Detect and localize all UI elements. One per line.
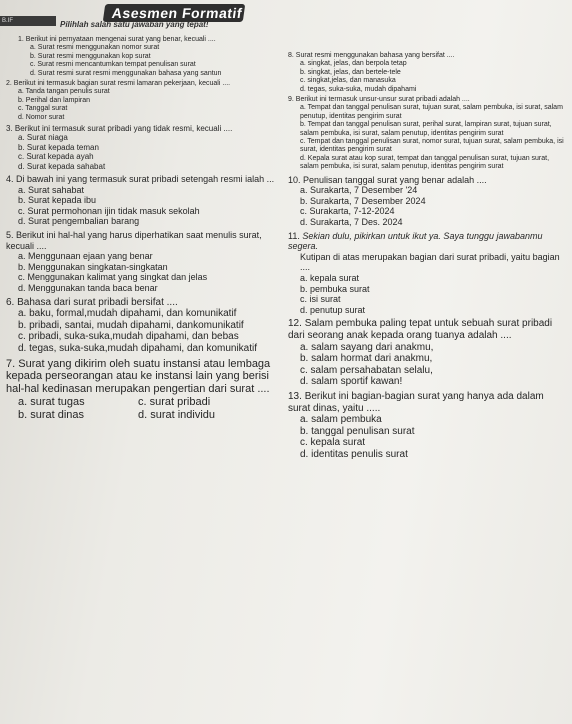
question-11 <box>288 231 568 316</box>
option-b: b. salam hormat dari anakmu, <box>300 353 433 365</box>
question-7 <box>6 358 282 422</box>
option-a: a. baku, formal,mudah dipahami, dan komunikatif <box>18 308 237 320</box>
question-1 <box>6 36 282 78</box>
question-text: 13. Berikut ini bagian-bagian surat yang hanya ada dalam surat dinas, yaitu ..... <box>288 390 544 414</box>
option-c: c. Surat kepada ayah <box>18 152 94 162</box>
question-text: 7. Surat yang dikirim oleh suatu instansi atau lembaga kepada perseorangan atau ke instansi lain yang berisi hal-hal kedinasan merupakan pengertian dari surat .... <box>6 357 271 396</box>
corner-label: B.IF <box>0 16 56 26</box>
question-text: 12. Salam pembuka paling tepat untuk sebuah surat pribadi dari seorang anak kepada orang tuanya adalah .... <box>288 318 553 341</box>
option-b: b. singkat, jelas, dan bertele-tele <box>300 68 401 76</box>
option-d: d. tegas, suka-suka, mudah dipahami <box>300 85 417 93</box>
option-d: d. Kepala surat atau kop surat, tempat dan tanggal penulisan surat, tujuan surat, salam pembuka, isi surat, salam penutup, identitas pengirim surat <box>300 154 550 171</box>
instruction-text: Pilihlah salah satu jawaban yang tepat! <box>60 20 209 29</box>
option-a: a. salam sayang dari anakmu, <box>300 341 434 353</box>
option-c: c. Menggunakan kalimat yang singkat dan jelas <box>18 272 208 283</box>
question-4 <box>6 174 282 227</box>
option-c: c. pribadi, suka-suka,mudah dipahami, dan bebas <box>18 331 239 343</box>
option-d: d. Surat kepada sahabat <box>18 161 106 171</box>
option-c: c. Surat permohonan ijin tidak masuk sekolah <box>18 205 200 216</box>
option-a: a. salam pembuka <box>300 414 382 426</box>
question-text: 4. Di bawah ini yang termasuk surat pribadi setengah resmi ialah ... <box>6 174 275 185</box>
option-c: c. Surakarta, 7-12-2024 <box>300 206 395 217</box>
option-b: b. Surakarta, 7 Desember 2024 <box>300 195 426 206</box>
question-10 <box>288 175 568 228</box>
option-a: a. Surakarta, 7 Desember '24 <box>300 185 418 196</box>
right-column <box>288 52 568 461</box>
option-c: c. singkat,jelas, dan manasuka <box>300 77 396 85</box>
question-text: 5. Berikut ini hal-hal yang harus diperhatikan saat menulis surat, kecuali .... <box>6 230 262 251</box>
option-a: a. Menggunaan ejaan yang benar <box>18 251 153 262</box>
question-2 <box>6 80 282 122</box>
option-d: d. Menggunakan tanda baca benar <box>18 283 158 294</box>
question-text: 3. Berikut ini termasuk surat pribadi yang tidak resmi, kecuali .... <box>6 124 233 134</box>
option-a: a. Tempat dan tanggal penulisan surat, tujuan surat, salam pembuka, isi surat, salam penutup, identitas pengirim surat <box>300 104 563 120</box>
question-subtext: Kutipan di atas merupakan bagian dari surat pribadi, yaitu bagian .... <box>300 251 560 273</box>
option-d: d. surat individu <box>138 408 216 421</box>
option-c: c. surat pribadi <box>138 395 211 408</box>
option-a: a. Surat sahabat <box>18 184 85 195</box>
option-d: d. Nomor surat <box>18 113 65 121</box>
option-c: c. salam persahabatan selalu, <box>300 364 433 376</box>
option-b: b. tanggal penulisan surat <box>300 425 415 437</box>
question-text: 9. Berikut ini termasuk unsur-unsur surat pribadi adalah .... <box>288 96 470 104</box>
option-d: d. Surakarta, 7 Des. 2024 <box>300 217 403 228</box>
options-row-2 <box>6 409 282 422</box>
option-c: c. Tanggal surat <box>18 105 68 113</box>
option-d: d. Surat pengembalian barang <box>18 216 140 227</box>
option-d: d. salam sportif kawan! <box>300 376 403 388</box>
option-c: c. isi surat <box>300 294 341 305</box>
option-d: d. tegas, suka-suka,mudah dipahami, dan komunikatif <box>18 343 258 354</box>
question-text: 10. Penulisan tanggal surat yang benar adalah .... <box>288 174 487 185</box>
question-text: 8. Surat resmi menggunakan bahasa yang bersifat .... <box>288 52 455 59</box>
question-text: 6. Bahasa dari surat pribadi bersifat .... <box>6 296 178 308</box>
question-text: 1. Berikut ini pernyataan mengenai surat yang benar, kecuali .... <box>18 36 216 43</box>
option-b: b. Surat kepada teman <box>18 142 99 152</box>
worksheet-header <box>0 0 572 40</box>
option-a: a. kepala surat <box>300 273 360 284</box>
page-title: Asesmen Formatif <box>103 4 246 22</box>
option-c: c. kepala surat <box>300 437 366 449</box>
option-b: b. Surat resmi menggunakan kop surat <box>30 52 151 60</box>
option-b: b. pribadi, santai, mudah dipahami, dankomunikatif <box>18 319 244 331</box>
option-a: a. singkat, jelas, dan berpola tetap <box>300 60 407 68</box>
option-d: d. identitas penulis surat <box>300 448 408 460</box>
option-a: a. surat tugas <box>18 395 85 408</box>
option-b: b. Menggunakan singkatan-singkatan <box>18 261 168 272</box>
option-d: d. penutup surat <box>300 304 366 315</box>
question-8 <box>288 52 568 94</box>
option-c: c. Tempat dan tanggal penulisan surat, nomor surat, tujuan surat, salam pembuka, isi surat, identitas pengirim surat <box>300 138 564 154</box>
question-9 <box>288 96 568 172</box>
option-a: a. Surat resmi menggunakan nomor surat <box>30 44 160 52</box>
option-a: a. Tanda tangan penulis surat <box>18 88 110 96</box>
question-12 <box>288 318 568 388</box>
question-5 <box>6 230 282 294</box>
question-text: 11. Sekian dulu, pikirkan untuk ikut ya. Saya tunggu jawabanmu segera. <box>288 230 543 252</box>
option-b: b. Perihal dan lampiran <box>18 96 90 104</box>
question-text: 2. Berikut ini termasuk bagian surat resmi lamaran pekerjaan, kecuali .... <box>6 80 231 88</box>
option-b: b. Surat kepada ibu <box>18 195 97 206</box>
left-column <box>6 36 282 422</box>
option-b: b. Tempat dan tanggal penulisan surat, perihal surat, lampiran surat, tujuan surat, salam pembuka, isi surat, salam penutup, identitas pengirim surat <box>300 121 552 137</box>
option-c: c. Surat resmi mencantumkan tempat penulisan surat <box>30 61 196 69</box>
question-3 <box>6 124 282 171</box>
question-6 <box>6 297 282 355</box>
question-13 <box>288 391 568 461</box>
option-a: a. Surat niaga <box>18 133 68 143</box>
option-d: d. Surat resmi surat resmi menggunakan bahasa yang santun <box>30 69 222 77</box>
option-b: b. pembuka surat <box>300 283 370 294</box>
options-row-1 <box>6 396 282 409</box>
option-b: b. surat dinas <box>18 408 85 421</box>
